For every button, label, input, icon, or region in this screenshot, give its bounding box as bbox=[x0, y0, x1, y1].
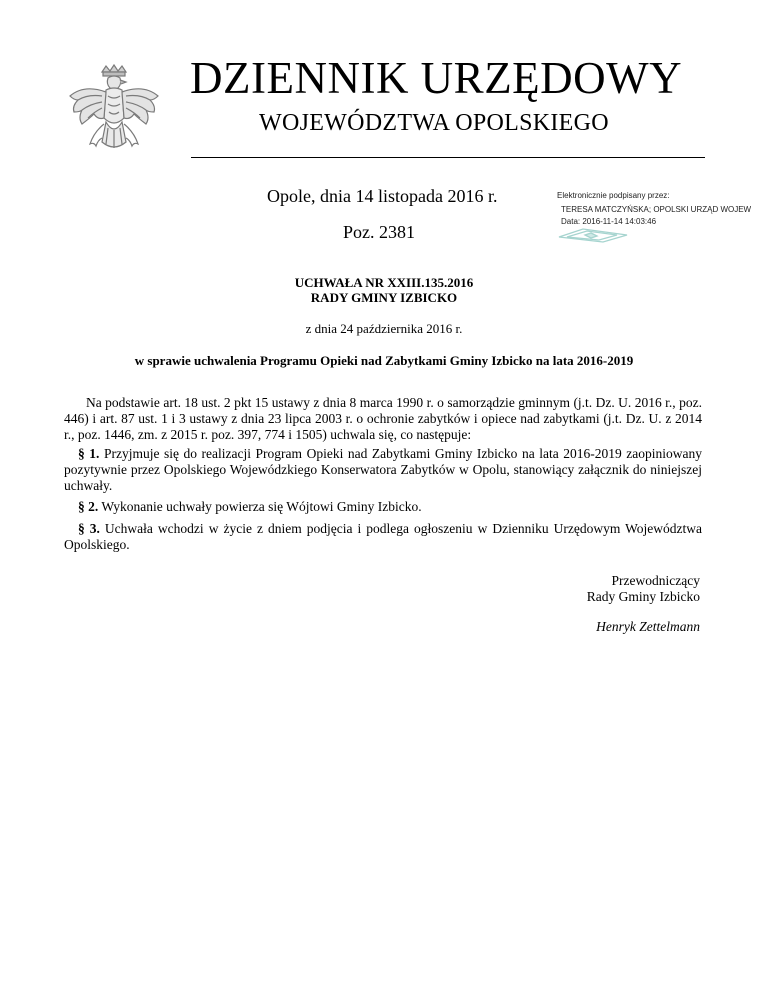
resolution-council: RADY GMINY IZBICKO bbox=[310, 290, 458, 305]
header-rule bbox=[191, 157, 705, 158]
signature-label: Elektronicznie podpisany przez: bbox=[557, 191, 670, 200]
section-1-paragraph bbox=[64, 446, 702, 494]
signature-date: Data: 2016-11-14 14:03:46 bbox=[561, 217, 657, 226]
section-3-label: § 3. bbox=[78, 521, 100, 536]
signature-signer: TERESA MATCZYŃSKA; OPOLSKI URZĄD WOJEW bbox=[561, 205, 752, 214]
legal-basis-paragraph: Na podstawie art. 18 ust. 2 pkt 15 ustawy z dnia 8 marca 1990 r. o samorządzie gminnym (j.t. Dz. U. 2016 r., poz. 446) i art. 87 ust. 1 i 3 ustawy z dnia 23 lipca 2003 r. o ochronie zabytków i opiece nad zabytkami (j.t. Dz. U. z 2014 r., poz. 1446, zm. z 2015 r. poz. 397, 774 i 1505) uchwala się, co następuje: bbox=[64, 395, 702, 442]
signoff-body: Rady Gminy Izbicko bbox=[586, 589, 700, 604]
resolution-subject: w sprawie uchwalenia Programu Opieki nad Zabytkami Gminy Izbicko na lata 2016-2019 bbox=[134, 353, 634, 368]
section-2-label: § 2. bbox=[78, 499, 99, 514]
section-2-paragraph bbox=[64, 499, 702, 515]
section-1-text: Przyjmuje się do realizacji Program Opieki nad Zabytkami Gminy Izbicko na lata 2016-2019 zaopiniowany pozytywnie przez Opolskiego Wojewódzkiego Konserwatora Zabytków w Opolu, stanowiący załącznik do niniejszej uchwały. bbox=[64, 446, 703, 493]
journal-subtitle: WOJEWÓDZTWA OPOLSKIEGO bbox=[259, 110, 609, 136]
polish-eagle-emblem bbox=[64, 62, 164, 162]
resolution-date: z dnia 24 października 2016 r. bbox=[305, 321, 463, 336]
signoff-name: Henryk Zettelmann bbox=[596, 619, 700, 634]
place-date: Opole, dnia 14 listopada 2016 r. bbox=[267, 186, 498, 206]
section-3-text: Uchwała wchodzi w życie z dniem podjęcia i podlega ogłoszeniu w Dzienniku Urzędowym Województwa Opolskiego. bbox=[64, 521, 702, 552]
section-3-paragraph bbox=[64, 521, 702, 553]
position-number: Poz. 2381 bbox=[343, 222, 415, 242]
journal-title: DZIENNIK URZĘDOWY bbox=[190, 53, 683, 103]
section-1-label: § 1. bbox=[78, 446, 100, 461]
resolution-number: UCHWAŁA NR XXIII.135.2016 bbox=[294, 275, 474, 290]
section-2-text: Wykonanie uchwały powierza się Wójtowi Gminy Izbicko. bbox=[98, 499, 422, 514]
signoff-role: Przewodniczący bbox=[611, 573, 700, 588]
e-signature-mark-icon bbox=[557, 227, 629, 243]
